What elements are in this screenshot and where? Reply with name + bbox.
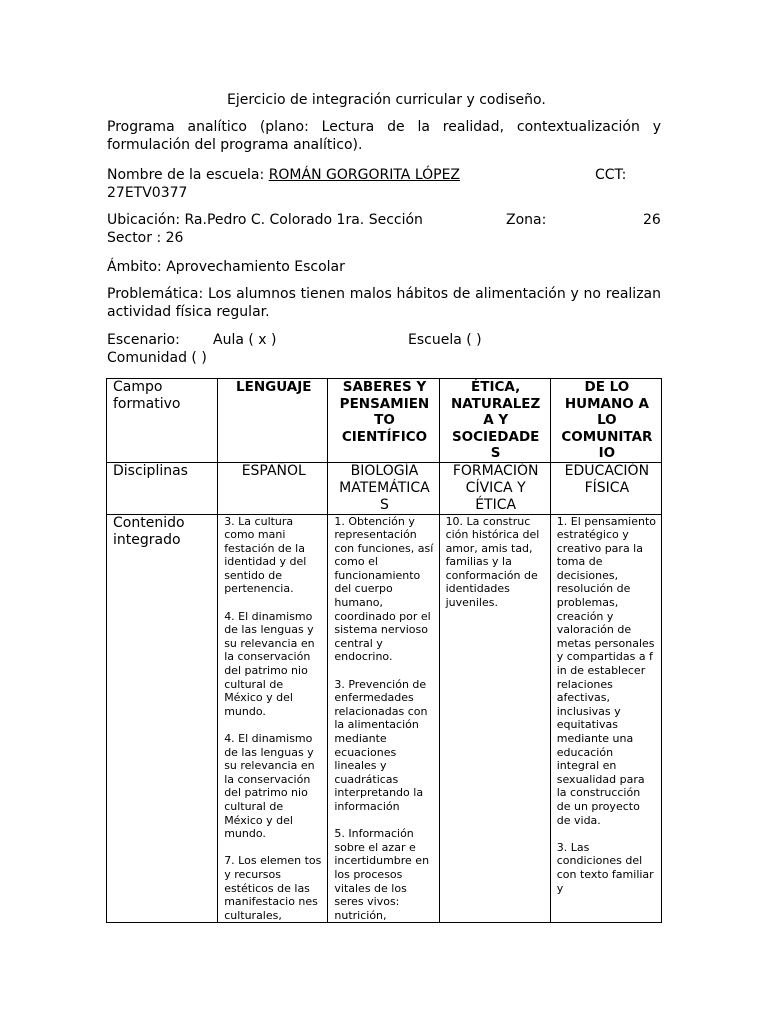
content-lenguaje xyxy=(218,514,328,923)
curriculum-table xyxy=(106,378,662,923)
problematica-line-1: Problemática: Los alumnos tienen malos hábitos de alimentación y no realizan xyxy=(107,286,661,302)
problematica-line-2: actividad física regular. xyxy=(107,304,270,320)
discipline-espanol: ESPAÑOL xyxy=(218,462,328,514)
escenario-aula: Aula ( x ) xyxy=(213,332,277,348)
discipline-educacion-fisica: EDUCACIÓN FÍSICA xyxy=(550,462,661,514)
content-paragraph: 1. Obtención y representación con funciones, así como el funcionamiento del cuerpo humano, coordinado por el sistema nervioso central y endocrino. xyxy=(334,514,434,664)
cct-value: 27ETV0377 xyxy=(107,185,188,201)
content-humano xyxy=(550,514,661,923)
discipline-biologia: BIOLOGÍA MATEMÁTICA S xyxy=(328,462,439,514)
campo-formativo-label: Campo formativo xyxy=(107,379,218,463)
zone-label: Zona: xyxy=(506,212,547,228)
program-line-2: formulación del programa analítico). xyxy=(107,137,363,153)
content-paragraph: 3. La cultura como mani festación de la identidad y del sentido de pertenencia. xyxy=(224,514,307,596)
content-paragraph: 4. El dinamismo de las lenguas y su relevancia en la conservación del patrimo nio cultural de México y del mundo. xyxy=(224,609,315,718)
disciplinas-row xyxy=(107,462,662,514)
content-etica xyxy=(439,514,550,923)
header-lenguaje: LENGUAJE xyxy=(218,379,328,463)
content-paragraph: 3. Las condiciones del con texto familiar y xyxy=(556,840,654,895)
content-paragraph: 5. Información sobre el azar e incertidumbre en los procesos vitales de los seres vivos: nutrición, xyxy=(334,827,430,922)
content-paragraph: 3. Prevención de enfermedades relacionadas con la alimentación mediante ecuaciones lineales y cuadráticas interpretando la información xyxy=(334,677,428,813)
content-paragraph: 10. La construc ción histórica del amor, amis tad, familias y la conformación de identidades juveniles. xyxy=(445,514,540,610)
content-saberes xyxy=(328,514,439,923)
location-label: Ubicación: Ra.Pedro C. Colorado 1ra. Sección xyxy=(107,212,423,228)
document-title: Ejercicio de integración curricular y codiseño. xyxy=(227,92,546,108)
ambito: Ámbito: Aprovechamiento Escolar xyxy=(107,259,345,275)
escenario-comunidad: Comunidad ( ) xyxy=(107,350,207,366)
zone-value: 26 xyxy=(643,212,661,228)
disciplinas-label: Disciplinas xyxy=(107,462,218,514)
cct-label: CCT: xyxy=(595,167,627,183)
content-paragraph: 4. El dinamismo de las lenguas y su relevancia en la conservación del patrimo nio cultural de México y del mundo. xyxy=(224,732,315,841)
contenido-label: Contenido integrado xyxy=(107,514,218,923)
content-paragraph: 1. El pensamiento estratégico y creativo para la toma de decisiones, resolución de problemas, creación y valoración de metas personales y compartidas a f in de establecer relaciones afectivas, inclusivas y equitativas mediante una educación integral en sexualidad para la construcción de un proyecto de vida. xyxy=(556,514,656,827)
content-paragraph: 7. Los elemen tos y recursos estéticos de las manifestacio nes culturales, xyxy=(224,854,322,922)
escenario-label: Escenario: xyxy=(107,332,180,348)
school-name-label: Nombre de la escuela: xyxy=(107,167,265,183)
contenido-row xyxy=(107,514,662,923)
header-etica: ÉTICA, NATURALEZ A Y SOCIEDADE S xyxy=(439,379,550,463)
header-humano: DE LO HUMANO A LO COMUNITAR IO xyxy=(550,379,661,463)
campo-formativo-row xyxy=(107,379,662,463)
school-name: ROMÁN GORGORITA LÓPEZ xyxy=(268,167,461,183)
school-label xyxy=(107,166,460,184)
escenario-escuela: Escuela ( ) xyxy=(408,332,482,348)
sector-value: Sector : 26 xyxy=(107,230,184,246)
discipline-formacion: FORMACIÓN CÍVICA Y ÉTICA xyxy=(439,462,550,514)
header-saberes: SABERES Y PENSAMIEN TO CIENTÍFICO xyxy=(328,379,439,463)
program-line-1: Programa analítico (plano: Lectura de la realidad, contextualización y xyxy=(107,119,661,135)
